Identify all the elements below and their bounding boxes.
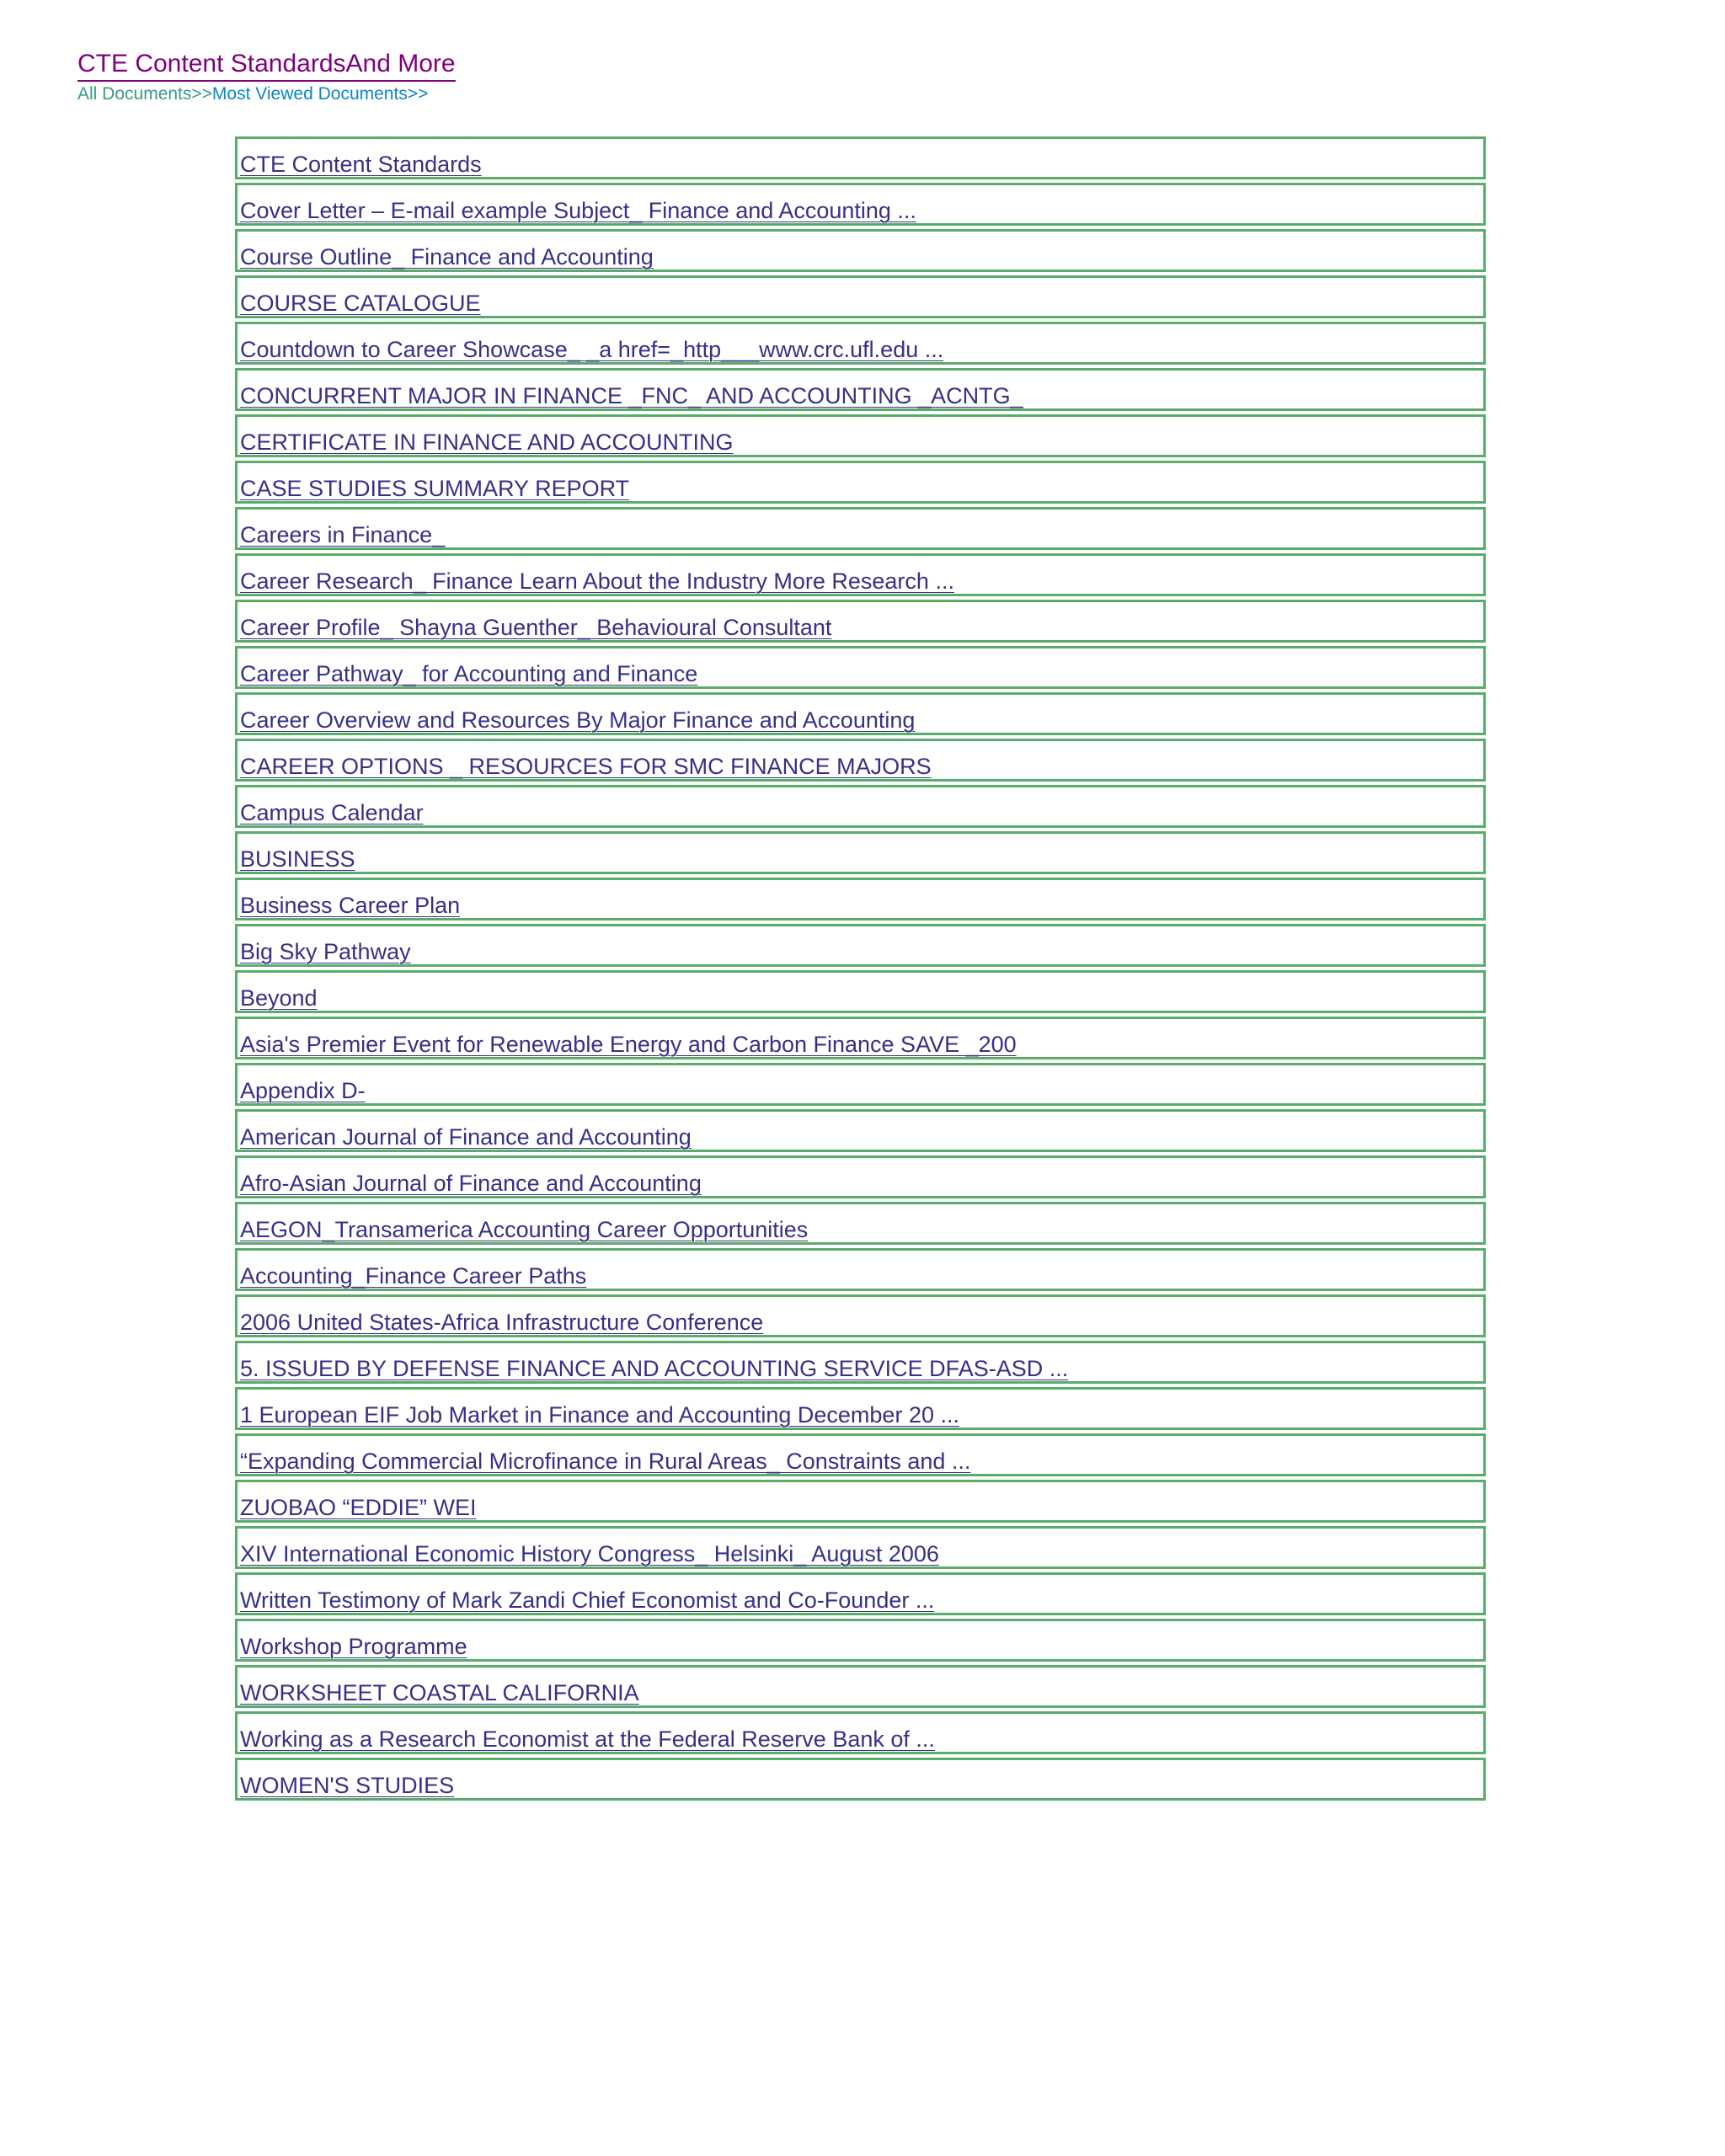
document-link[interactable]: Appendix D-: [240, 1078, 366, 1103]
document-link[interactable]: WOMEN'S STUDIES: [240, 1773, 455, 1798]
document-row[interactable]: [235, 1665, 1486, 1708]
document-link[interactable]: CTE Content Standards: [240, 152, 482, 177]
document-link[interactable]: CONCURRENT MAJOR IN FINANCE _FNC_ AND ACCOUNTING _ACNTG_: [240, 383, 1023, 408]
breadcrumb: [77, 83, 456, 105]
document-link[interactable]: BUSINESS: [240, 846, 355, 872]
document-link[interactable]: Written Testimony of Mark Zandi Chief Economist and Co-Founder ...: [240, 1588, 935, 1613]
document-link[interactable]: Career Research_ Finance Learn About the Industry More Research ...: [240, 568, 954, 594]
document-link[interactable]: Cover Letter – E-mail example Subject_ Finance and Accounting ...: [240, 198, 916, 223]
document-row[interactable]: [235, 507, 1486, 550]
document-link[interactable]: American Journal of Finance and Accounting: [240, 1124, 692, 1150]
document-link[interactable]: Campus Calendar: [240, 800, 424, 825]
breadcrumb-most-viewed-link[interactable]: Most Viewed Documents>>: [211, 84, 429, 104]
document-row[interactable]: [235, 1341, 1486, 1384]
document-link[interactable]: Career Overview and Resources By Major Finance and Accounting: [240, 707, 916, 733]
document-row[interactable]: [235, 1480, 1486, 1523]
document-link[interactable]: WORKSHEET COASTAL CALIFORNIA: [240, 1680, 639, 1705]
document-link[interactable]: Career Profile_ Shayna Guenther_ Behavioural Consultant: [240, 615, 832, 640]
document-link[interactable]: AEGON_Transamerica Accounting Career Opportunities: [240, 1217, 809, 1242]
document-row[interactable]: [235, 368, 1486, 411]
document-link[interactable]: Workshop Programme: [240, 1634, 467, 1659]
document-row[interactable]: [235, 1294, 1486, 1337]
breadcrumb-all-documents-link[interactable]: All Documents>>: [77, 84, 212, 104]
document-link[interactable]: ZUOBAO “EDDIE” WEI: [240, 1495, 477, 1520]
document-link[interactable]: 1 European EIF Job Market in Finance and Accounting December 20 ...: [240, 1402, 959, 1428]
document-link[interactable]: Big Sky Pathway: [240, 939, 411, 964]
document-row[interactable]: [235, 183, 1486, 226]
document-link[interactable]: Asia's Premier Event for Renewable Energy and Carbon Finance SAVE _200: [240, 1032, 1017, 1057]
document-row[interactable]: [235, 322, 1486, 365]
document-row[interactable]: [235, 831, 1486, 874]
document-row[interactable]: [235, 229, 1486, 272]
document-row[interactable]: [235, 275, 1486, 318]
document-row[interactable]: [235, 646, 1486, 689]
document-link[interactable]: Working as a Research Economist at the Federal Reserve Bank of ...: [240, 1726, 935, 1752]
document-link[interactable]: 5. ISSUED BY DEFENSE FINANCE AND ACCOUNTING SERVICE DFAS-ASD ...: [240, 1356, 1069, 1381]
document-row[interactable]: [235, 553, 1486, 596]
document-row[interactable]: [235, 1433, 1486, 1476]
document-link[interactable]: Course Outline_ Finance and Accounting: [240, 244, 654, 270]
document-row[interactable]: [235, 1109, 1486, 1152]
page-header: [77, 49, 456, 105]
document-row[interactable]: [235, 970, 1486, 1013]
document-row[interactable]: [235, 1387, 1486, 1430]
document-link[interactable]: Countdown to Career Showcase_ _a href=_http___www.crc.ufl.edu ...: [240, 337, 944, 362]
document-row[interactable]: [235, 1063, 1486, 1106]
document-row[interactable]: [235, 785, 1486, 828]
document-row[interactable]: [235, 414, 1486, 457]
document-row[interactable]: [235, 600, 1486, 643]
document-row[interactable]: [235, 692, 1486, 735]
document-link[interactable]: CASE STUDIES SUMMARY REPORT: [240, 476, 630, 501]
document-row[interactable]: [235, 924, 1486, 967]
document-list: [235, 136, 1486, 1804]
document-row[interactable]: [235, 1758, 1486, 1801]
document-row[interactable]: [235, 461, 1486, 504]
document-link[interactable]: XIV International Economic History Congress_ Helsinki_ August 2006: [240, 1541, 939, 1566]
document-row[interactable]: [235, 878, 1486, 921]
document-link[interactable]: Career Pathway_ for Accounting and Finance: [240, 661, 698, 686]
document-row[interactable]: [235, 1017, 1486, 1059]
document-link[interactable]: “Expanding Commercial Microfinance in Rural Areas_ Constraints and ...: [240, 1449, 971, 1474]
document-link[interactable]: CAREER OPTIONS _ RESOURCES FOR SMC FINANCE MAJORS: [240, 754, 932, 779]
document-link[interactable]: 2006 United States-Africa Infrastructure Conference: [240, 1310, 764, 1335]
document-row[interactable]: [235, 1572, 1486, 1615]
document-row[interactable]: [235, 1202, 1486, 1245]
document-row[interactable]: [235, 1526, 1486, 1569]
document-link[interactable]: Accounting_Finance Career Paths: [240, 1263, 587, 1289]
document-row[interactable]: [235, 1155, 1486, 1198]
document-row[interactable]: [235, 739, 1486, 782]
page-title-link[interactable]: CTE Content StandardsAnd More: [77, 49, 456, 82]
document-link[interactable]: COURSE CATALOGUE: [240, 291, 481, 316]
document-link[interactable]: CERTIFICATE IN FINANCE AND ACCOUNTING: [240, 430, 734, 455]
document-row[interactable]: [235, 1619, 1486, 1662]
document-row[interactable]: [235, 1711, 1486, 1754]
document-link[interactable]: Business Career Plan: [240, 893, 461, 918]
document-row[interactable]: [235, 136, 1486, 179]
document-link[interactable]: Beyond: [240, 985, 318, 1011]
document-link[interactable]: Afro-Asian Journal of Finance and Accounting: [240, 1171, 702, 1196]
document-link[interactable]: Careers in Finance_: [240, 522, 446, 547]
document-row[interactable]: [235, 1248, 1486, 1291]
